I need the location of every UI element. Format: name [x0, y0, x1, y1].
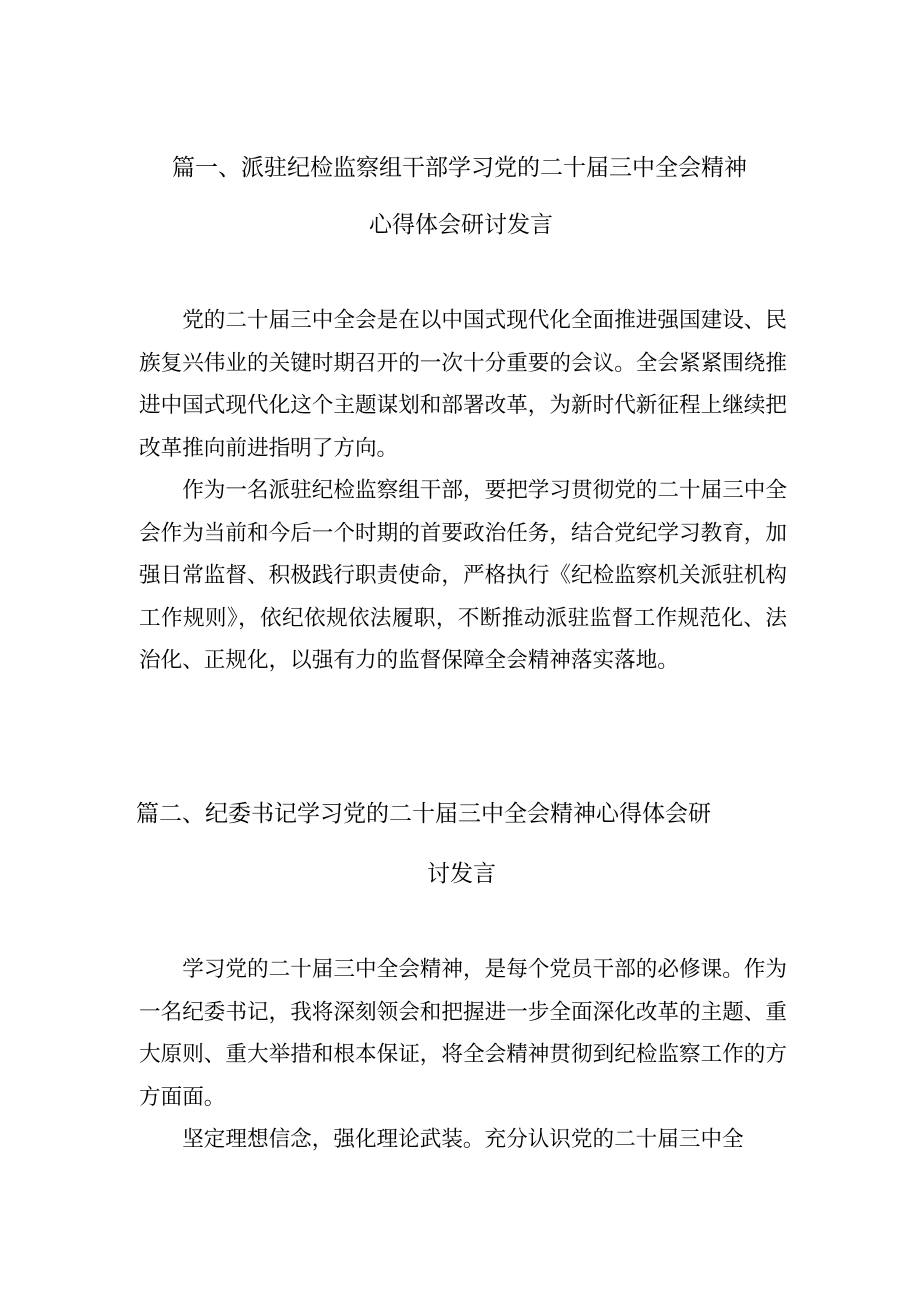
- section-2-paragraph-1: 学习党的二十届三中全会精神，是每个党员干部的必修课。作为一名纪委书记，我将深刻领会和把握进一步全面深化改革的主题、重大原则、重大举措和根本保证，将全会精神贯彻到纪检监察工作的方方面面。: [139, 957, 787, 1110]
- section-2-title-line-2: 讨发言: [427, 861, 496, 887]
- section-2-title-line-1: 篇二、纪委书记学习党的二十届三中全会精神心得体会研: [136, 801, 711, 827]
- section-1-paragraph-2: 作为一名派驻纪检监察组干部，要把学习贯彻党的二十届三中全会作为当前和今后一个时期的首要政治任务，结合党纪学习教育，加强日常监督、积极践行职责使命，严格执行《纪检监察机关派驻机构工作规则》，依纪依规依法履职，不断推动派驻监督工作规范化、法治化、正规化，以强有力的监督保障全会精神落实落地。: [139, 478, 787, 673]
- section-2-paragraph-2: 坚定理想信念，强化理论武装。充分认识党的二十届三中全: [182, 1127, 744, 1152]
- section-1-title-line-1: 篇一、派驻纪检监察组干部学习党的二十届三中全会精神: [172, 155, 747, 181]
- section-1-paragraph-1: 党的二十届三中全会是在以中国式现代化全面推进强国建设、民族复兴伟业的关键时期召开的一次十分重要的会议。全会紧紧围绕推进中国式现代化这个主题谋划和部署改革，为新时代新征程上继续把改革推向前进指明了方向。: [139, 308, 787, 461]
- section-1-title-line-2: 心得体会研讨发言: [369, 212, 553, 238]
